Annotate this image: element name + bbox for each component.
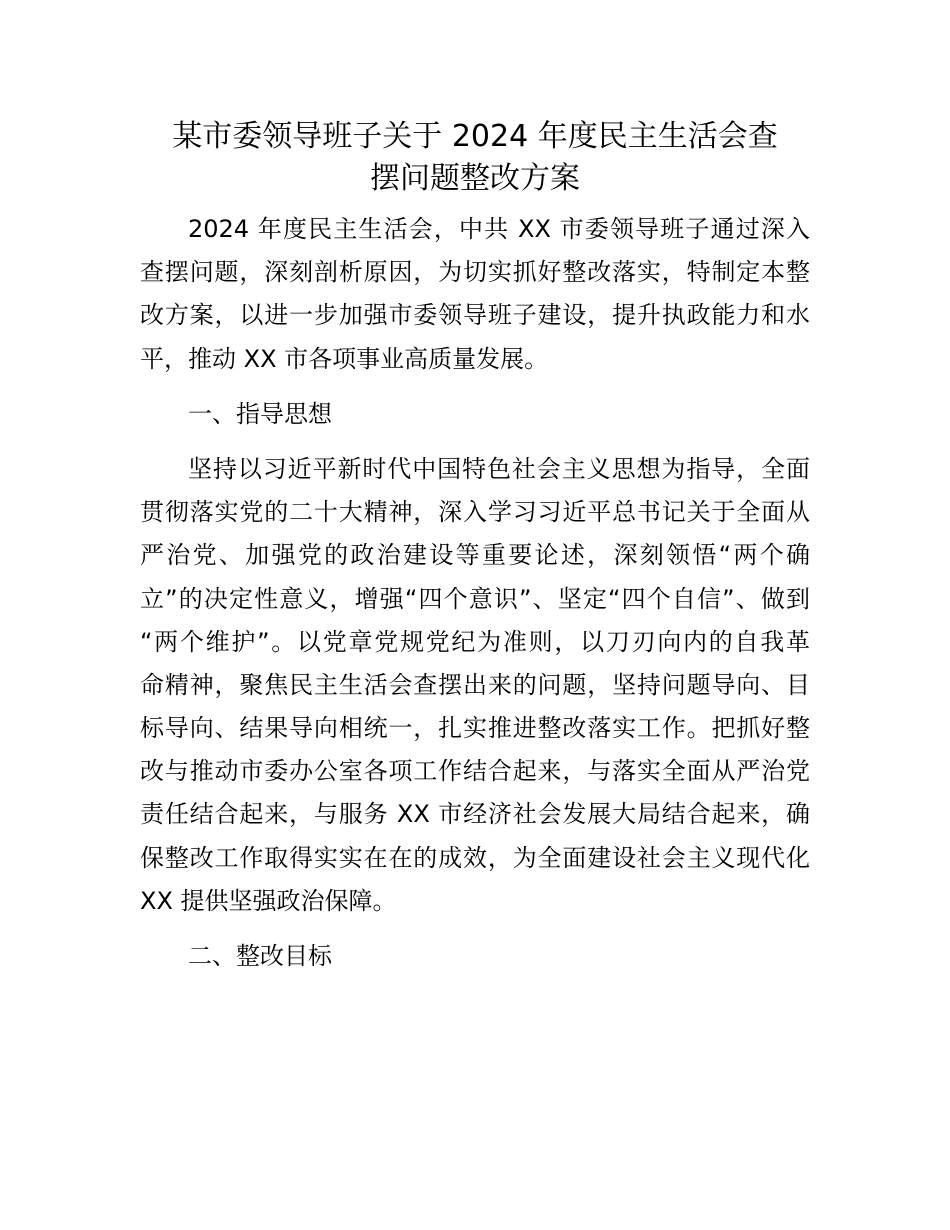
paragraph-line: 平，推动 XX 市各项事业高质量发展。: [140, 344, 549, 373]
document-body: [140, 208, 810, 978]
section-heading-rectification-goals: 二、整改目标: [188, 942, 332, 970]
paragraph-line: 2024 年度民主生活会，中共 XX 市委领导班子通过深入: [188, 215, 810, 243]
paragraph-line: XX 提供坚强政治保障。: [140, 886, 397, 915]
guiding-ideology-paragraph: [140, 448, 810, 923]
paragraph-line: 查摆问题，深刻剖析原因，为切实抓好整改落实，特制定本整: [140, 258, 810, 287]
paragraph-line: 贯彻落实党的二十大精神，深入学习习近平总书记关于全面从: [140, 498, 810, 527]
document-title: [140, 116, 810, 200]
paragraph-line: 坚持以习近平新时代中国特色社会主义思想为指导，全面: [188, 454, 810, 483]
intro-paragraph: [140, 208, 810, 381]
title-line: 某市委领导班子关于 2024 年度民主生活会查: [172, 119, 778, 154]
section-heading-guiding-ideology: 一、指导思想: [188, 399, 332, 428]
paragraph-line: “两个维护”。以党章党规党纪为准则，以刀刃向内的自我革: [140, 627, 810, 656]
paragraph-line: 改方案，以进一步加强市委领导班子建设，提升执政能力和水: [140, 301, 810, 330]
paragraph-line: 命精神，聚焦民主生活会查摆出来的问题，坚持问题导向、目: [140, 670, 810, 699]
paragraph-line: 标导向、结果导向相统一，扎实推进整改落实工作。把抓好整: [140, 714, 810, 743]
title-line: 摆问题整改方案: [370, 161, 580, 196]
paragraph-line: 保整改工作取得实实在在的成效，为全面建设社会主义现代化: [140, 843, 810, 872]
paragraph-line: 立”的决定性意义，增强“四个意识”、坚定“四个自信”、做到: [140, 584, 810, 613]
paragraph-line: 责任结合起来，与服务 XX 市经济社会发展大局结合起来，确: [140, 800, 810, 829]
paragraph-line: 严治党、加强党的政治建设等重要论述，深刻领悟“两个确: [140, 541, 810, 570]
paragraph-line: 改与推动市委办公室各项工作结合起来，与落实全面从严治党: [140, 757, 810, 786]
